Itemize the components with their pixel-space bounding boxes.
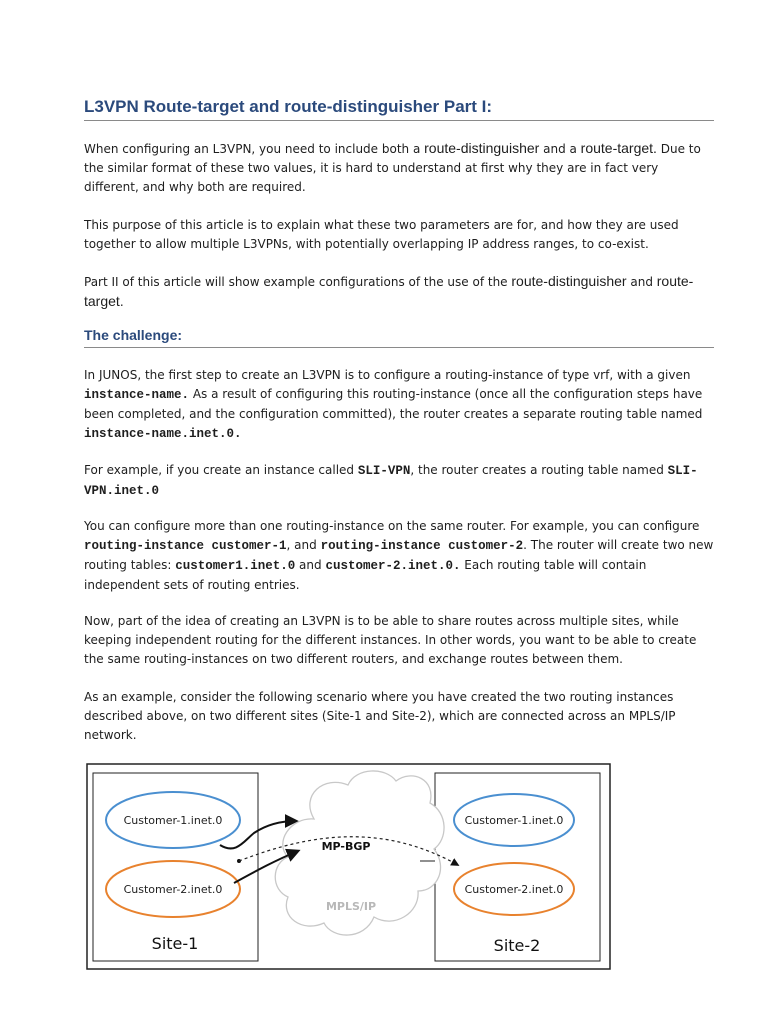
code-sli-vpn-inet: SLI-VPN.inet.0 xyxy=(84,464,698,498)
term-route-target-2: route-target xyxy=(84,273,694,309)
site1-label: Site-1 xyxy=(151,934,199,953)
code-sli-vpn: SLI-VPN xyxy=(357,464,411,478)
mp-bgp-label: MP-BGP xyxy=(321,840,371,853)
multi-text-5: Each routing table will contain independent sets of routing entries. xyxy=(84,558,647,592)
diagram-svg xyxy=(86,763,612,971)
junos-text-2: As a result of configuring this routing-instance (once all the configuration steps have been completed, and the configuration committed), the router creates a separate routing table named xyxy=(84,387,703,421)
code-routing-instance-customer-1: routing-instance customer-1 xyxy=(84,539,287,553)
purpose-paragraph: This purpose of this article is to explain what these two parameters are for, and how they are used together to allow multiple L3VPNs, with potentially overlapping IP address ranges, to co-exist. xyxy=(84,218,679,251)
mpls-ip-label: MPLS/IP xyxy=(325,900,377,913)
intro-text-3: Due to the similar format of these two values, it is hard to understand at first why they are in fact very different, and why both are required. xyxy=(84,142,701,194)
code-instance-name: instance-name. xyxy=(84,388,190,402)
code-customer2-inet: customer-2.inet.0. xyxy=(325,559,461,573)
site1-customer2-label: Customer-2.inet.0 xyxy=(123,883,223,896)
code-routing-instance-customer-2: routing-instance customer-2 xyxy=(320,539,524,553)
multi-text-1: You can configure more than one routing-instance on the same router. For example, you can configure xyxy=(84,519,700,533)
part2-paragraph xyxy=(84,272,714,312)
multi-text-3: . The router will create two new routing tables: xyxy=(84,538,714,572)
share-routes-paragraph: Now, part of the idea of creating an L3VPN is to be able to share routes across multiple sites, while keeping independent routing for the different instances. In other words, you want to be able to create the same routing-instances on two different routers, and exchange routes between them. xyxy=(84,614,697,666)
section-heading-challenge: The challenge: xyxy=(84,327,714,348)
example-text-1: For example, if you create an instance called xyxy=(84,463,358,477)
multi-text-4: and xyxy=(295,558,326,572)
code-instance-name-inet: instance-name.inet.0. xyxy=(84,427,242,441)
l3vpn-diagram xyxy=(86,763,612,971)
part2-text-2: and xyxy=(626,275,657,289)
part2-text-1: Part II of this article will show example configurations of the use of the xyxy=(84,275,512,289)
intro-text-2: and a xyxy=(539,142,581,156)
scenario-paragraph: As an example, consider the following scenario where you have created the two routing instances described above, on two different sites (Site-1 and Site-2), which are connected across an MPLS/IP network. xyxy=(84,690,676,742)
term-route-distinguisher: route-distinguisher xyxy=(424,140,540,156)
example-text-2: , the router creates a routing table named xyxy=(410,463,668,477)
multi-text-2: , and xyxy=(286,538,321,552)
term-route-target: route-target. xyxy=(580,140,657,156)
junos-text-1: In JUNOS, the first step to create an L3VPN is to configure a routing-instance of type vrf, with a given xyxy=(84,368,691,382)
site1-customer1-label: Customer-1.inet.0 xyxy=(123,814,223,827)
intro-paragraph xyxy=(84,139,714,197)
site2-customer2-label: Customer-2.inet.0 xyxy=(464,883,564,896)
intro-text-1: When configuring an L3VPN, you need to include both a xyxy=(84,142,425,156)
multi-instance-paragraph xyxy=(84,517,714,595)
term-route-distinguisher-2: route-distinguisher xyxy=(511,273,627,289)
junos-paragraph xyxy=(84,366,714,444)
example-paragraph xyxy=(84,461,714,501)
part2-text-3: . xyxy=(119,295,124,309)
code-customer1-inet: customer1.inet.0 xyxy=(175,559,296,573)
site2-customer1-label: Customer-1.inet.0 xyxy=(464,814,564,827)
site2-label: Site-2 xyxy=(493,936,541,955)
article-title: L3VPN Route-target and route-distinguisher Part I: xyxy=(84,97,714,121)
